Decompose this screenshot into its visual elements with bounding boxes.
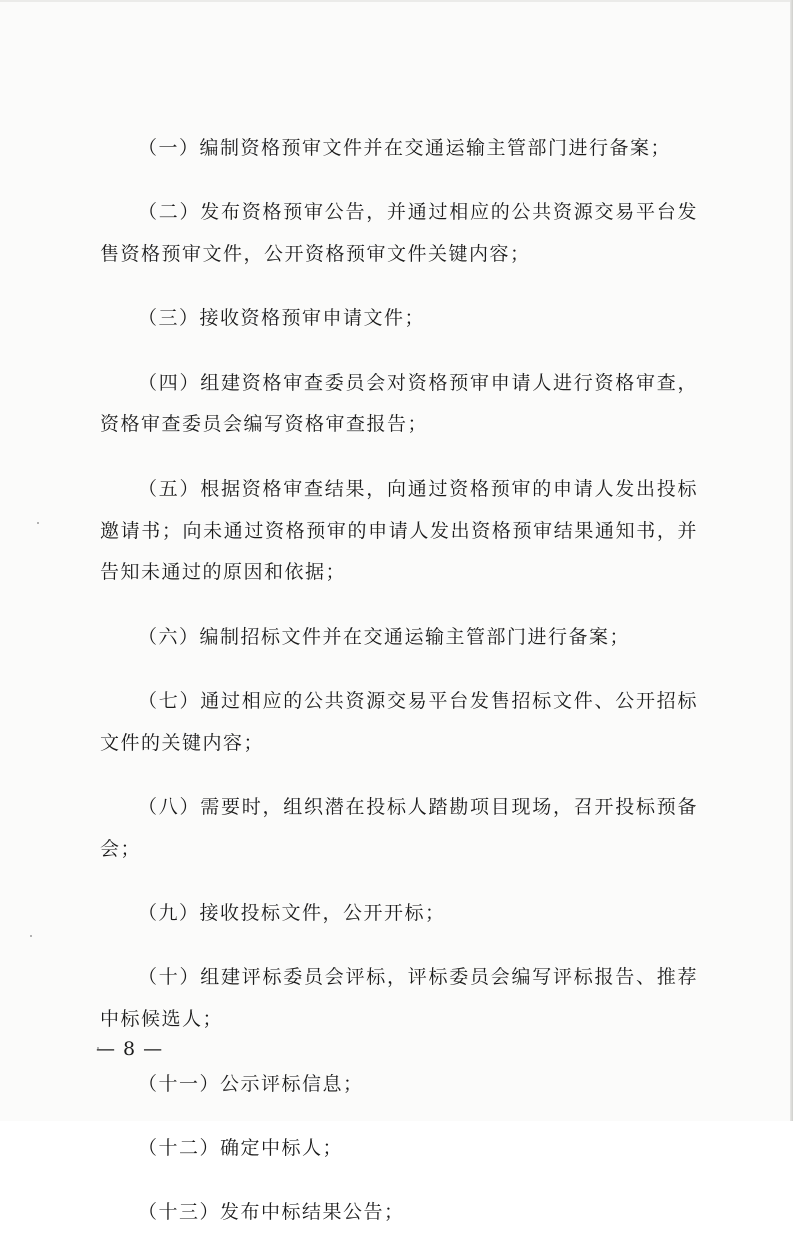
paragraph-item-11: （十一）公示评标信息； (138, 1072, 364, 1095)
paragraph-item-7: （七）通过相应的公共资源交易平台发售招标文件、公开招标文件的关键内容； (100, 689, 698, 754)
paragraph-item-2: （二）发布资格预审公告，并通过相应的公共资源交易平台发售资格预审文件，公开资格预审文件关键内容； (100, 201, 698, 266)
scan-border-top (0, 0, 793, 2)
paragraph-item-9: （九）接收投标文件，公开开标； (138, 902, 446, 925)
page-number: — 8 — (96, 1038, 164, 1060)
document-body (100, 128, 698, 1234)
paragraph-item-12: （十二）确定中标人； (138, 1136, 344, 1159)
paragraph-item-6: （六）编制招标文件并在交通运输主管部门进行备案； (138, 625, 631, 648)
paragraph-item-8: （八）需要时，组织潜在投标人踏勘项目现场，召开投标预备会； (100, 796, 698, 860)
scan-speck (37, 522, 39, 524)
paragraph-item-5: （五）根据资格审查结果，向通过资格预审的申请人发出投标邀请书；向未通过资格预审的申请人发出资格预审结果通知书，并告知未通过的原因和依据； (100, 477, 698, 584)
paragraph-item-13: （十三）发布中标结果公告； (138, 1201, 405, 1224)
paragraph-item-10: （十）组建评标委员会评标，评标委员会编写评标报告、推荐中标候选人； (100, 966, 698, 1031)
paragraph-item-1: （一）编制资格预审文件并在交通运输主管部门进行备案； (138, 137, 672, 159)
scan-speck (30, 935, 32, 937)
paragraph-item-4: （四）组建资格审查委员会对资格预审申请人进行资格审查，资格审查委员会编写资格审查报告； (100, 371, 698, 436)
paragraph-item-3: （三）接收资格预审申请文件； (138, 307, 426, 330)
